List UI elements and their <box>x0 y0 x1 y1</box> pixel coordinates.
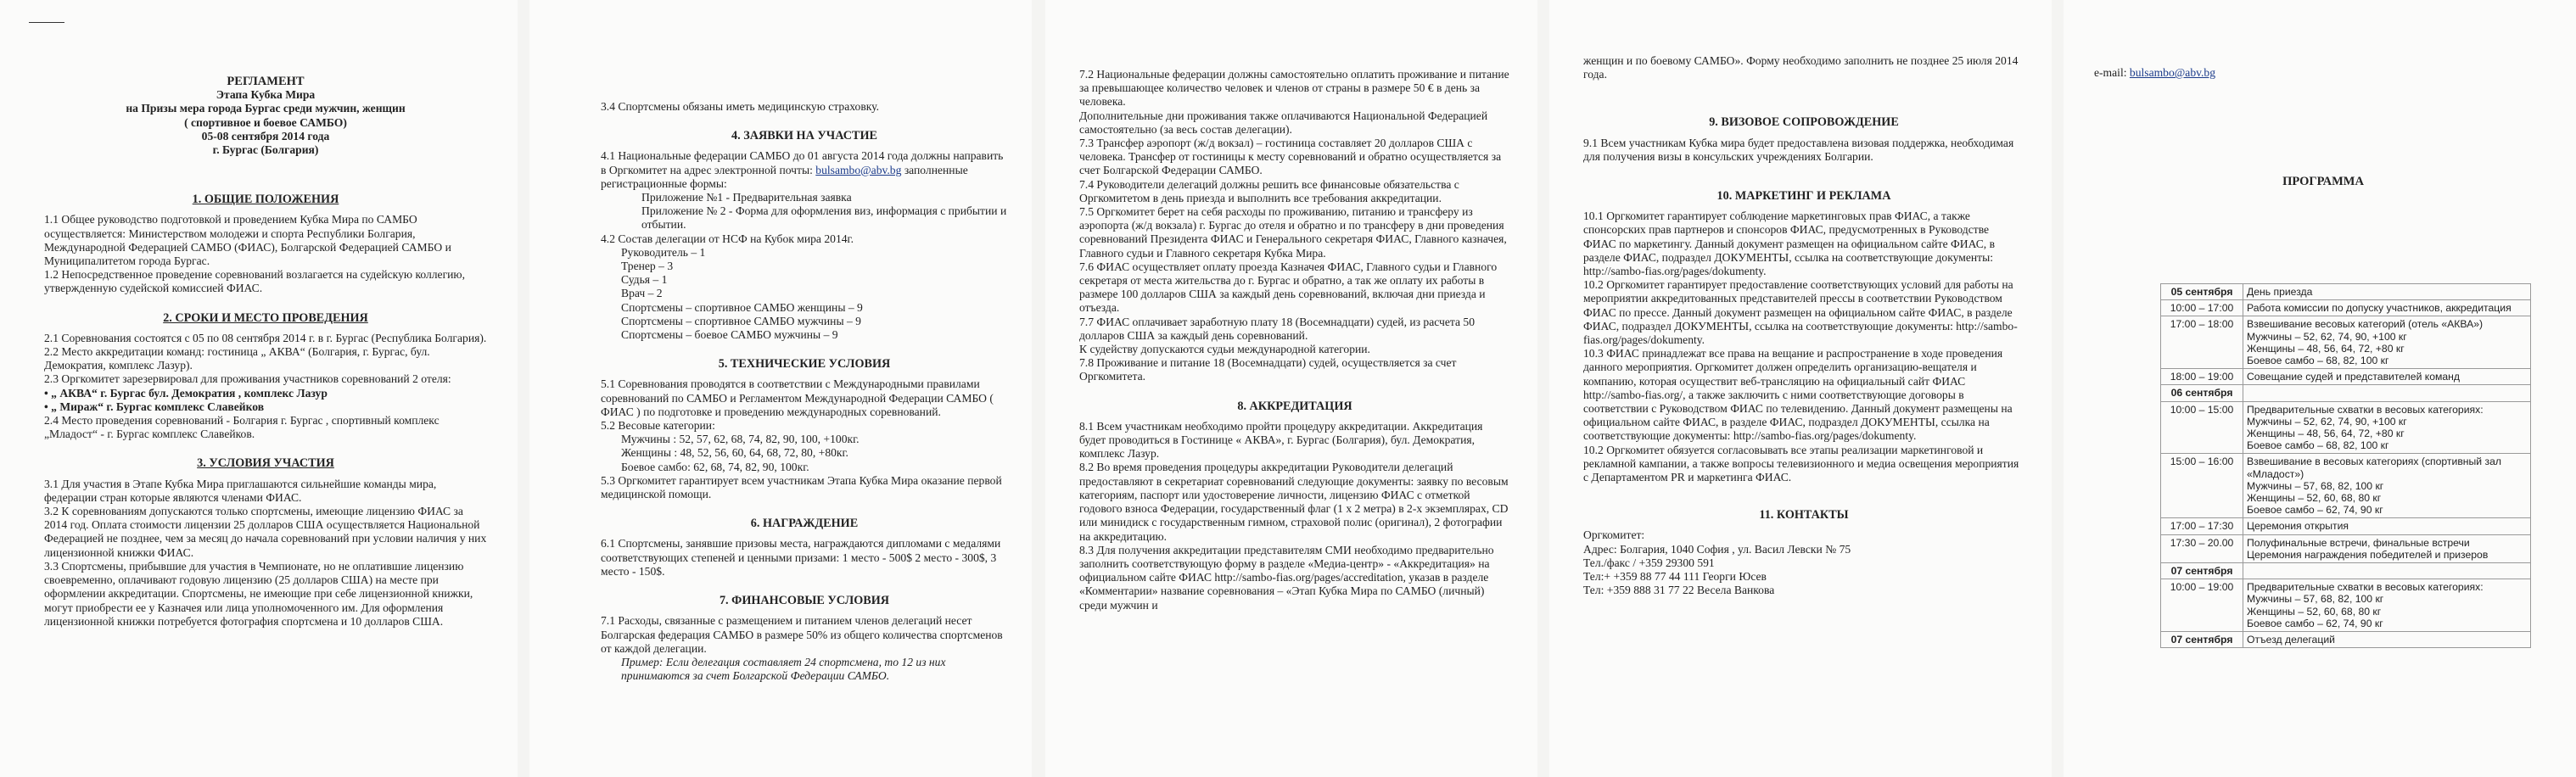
paragraph: 7.5 Оргкомитет берет на себя расходы по проживанию, питанию и трансферу из аэропорта (ж/д вокзала) г. Бургас до отеля и обратно и по трансферу в дни проведения соревнований Президента ФИАС и Генерального секретаря ФИАС, Главного казначея, Главного судьи и Главного секретаря Кубка Мира. <box>1079 205 1507 260</box>
section-heading: 3. УСЛОВИЯ УЧАСТИЯ <box>197 456 334 471</box>
paragraph: 10.3 ФИАС принадлежат все права на вещание и распространение в ходе проведения данного мероприятия. Оргкомитет должен определить организацию-вещателя и компанию, которая осуществит веб-трансляцию на официальный сайт ФИАС http://sambo-fias.org/, а также заключить с ними соответствующие договоры в соответствии с Руководством ФИАС по телевидению. Данный документ размещены на официальном сайте ФИАС, в разделе ФИАС, подраздел ДОКУМЕНТЫ, ссылка на соответствующие документы: http://sambo-fias.org/pages/dokumenty. <box>1583 347 2013 443</box>
weight-item: Боевое самбо: 62, 68, 74, 82, 90, 100кг. <box>621 460 809 473</box>
paragraph-text: заполненные регистрационные формы: <box>601 163 968 190</box>
paragraph: 7.4 Руководители делегаций должны решить все финансовые обязательства с Оргкомитетом в день приезда и выполнить все требования аккредитации. <box>1079 177 1459 204</box>
title-line: г. Бургас (Болгария) <box>212 143 319 157</box>
paragraph: 2.3 Оргкомитет зарезервировал для проживания участников соревнований 2 отеля: <box>44 372 451 386</box>
paragraph: 10.2 Оргкомитет гарантирует предоставление соответствующих условий для работы на мероприятии аккредитованных представителей прессы в соответствии Руководством ФИАС по прессе. Данный документ размещен на официальном сайте ФИАС, в разделе ФИАС, подраздел ДОКУМЕНТЫ, ссылка на соответствующие документы: http://sambo-fias.org/pages/dokumenty. <box>1583 278 2018 347</box>
page-2-column <box>601 100 1008 683</box>
program-row <box>2161 579 2531 632</box>
program-date: 05 сентября <box>2161 284 2243 300</box>
program-activity: Работа комиссии по допуску участников, аккредитация <box>2243 300 2531 316</box>
program-activity: Взвешивание в весовых категориях (спортивный зал «Младост») Мужчины – 57, 68, 82, 100 кг Женщины – 52, 60, 68, 80 кг Боевое самбо – 62, 74, 90 кг <box>2243 454 2531 518</box>
program-time: 18:00 – 19:00 <box>2161 369 2243 385</box>
page-2 <box>529 0 1032 777</box>
section-heading: 10. МАРКЕТИНГ И РЕКЛАМА <box>1716 189 1891 204</box>
paragraph: К судейству допускаются судьи международной категории. <box>1079 343 1370 356</box>
paragraph: 7.3 Трансфер аэропорт (ж/д вокзал) – гостиница составляет 20 долларов США с человека. Трансфер от гостиницы к месту соревнований и обратно осуществляется за счет Болгарской Федерации САМБО. <box>1079 137 1502 177</box>
delegation-item: Тренер – 3 <box>621 260 674 273</box>
program-activity: Предварительные схватки в весовых категориях: Мужчины – 52, 62, 74, 90, +100 кг Женщины – 48, 56, 64, 72, +80 кг Боевое самбо – 68, 82, 100 кг <box>2243 401 2531 454</box>
page-1 <box>0 0 518 777</box>
program-activity <box>2243 385 2531 401</box>
scan-corner-mark <box>29 22 64 23</box>
program-row <box>2161 454 2531 518</box>
paragraph: 8.3 Для получения аккредитации представителям СМИ необходимо предварительно заполнить соответствующую форму в разделе «Медиа-центр» - «Аккредитация» на официальном сайте ФИАС http://sambo-fias.org/pages/accreditation, указав в разделе «Комментарии» название соревнования – «Этап Кубка Мира по САМБО (личный) среди мужчин и <box>1079 543 1494 612</box>
delegation-item: Спортсмены – спортивное САМБО мужчины – 9 <box>621 314 861 327</box>
paragraph: 3.1 Для участия в Этапе Кубка Мира приглашаются сильнейшие команды мира, федерации стран которые являются членами ФИАС. <box>44 477 437 504</box>
program-time: 10:00 – 19:00 <box>2161 579 2243 632</box>
paragraph: 1.1 Общее руководство подготовкой и проведением Кубка Мира по САМБО осуществляется: Министерством молодежи и спорта Республики Болгария, Международной Федерацией САМБО (ФИАС), Болгарской Федерацией САМБО и Муниципалитетом города Бургас. <box>44 213 451 268</box>
program-table-wrap <box>2160 283 2531 648</box>
section-heading: 4. ЗАЯВКИ НА УЧАСТИЕ <box>731 129 877 143</box>
program-activity: Полуфинальные встречи, финальные встречи Церемония награждения победителей и призеров <box>2243 534 2531 562</box>
section-heading: 1. ОБЩИЕ ПОЛОЖЕНИЯ <box>192 193 339 207</box>
program-row <box>2161 300 2531 316</box>
program-activity <box>2243 563 2531 579</box>
document-title <box>44 75 487 157</box>
paragraph: 9.1 Всем участникам Кубка мира будет предоставлена визовая поддержка, необходимая для получения визы в консульских учреждениях Болгарии. <box>1583 136 2014 163</box>
form-item: Приложение № 2 - Форма для оформления виз, информация с прибытии и отбытии. <box>641 204 1007 232</box>
title-line: ( спортивное и боевое САМБО) <box>184 115 347 129</box>
program-table <box>2160 283 2531 648</box>
email-label: e-mail: <box>2094 66 2127 79</box>
program-row <box>2161 369 2531 385</box>
contact-line: Тел:+ +359 88 77 44 111 Георги Юсев <box>1583 570 1767 584</box>
contact-line: Тел./факс / +359 29300 591 <box>1583 556 1715 569</box>
section-heading: 6. НАГРАЖДЕНИЕ <box>750 517 859 531</box>
paragraph: 2.4 Место проведения соревнований - Болгария г. Бургас , спортивный комплекс „Младост“ - г. Бургас комплекс Славейков. <box>44 414 440 441</box>
paragraph: 3.4 Спортсмены обязаны иметь медицинскую страховку. <box>601 100 879 113</box>
section-heading: 5. ТЕХНИЧЕСКИЕ УСЛОВИЯ <box>718 357 891 372</box>
program-activity: Отъезд делегаций <box>2243 632 2531 648</box>
paragraph: 5.1 Соревнования проводятся в соответствии с Международными правилами соревнований по САМБО и Регламентом Международной Федерации САМБО ( ФИАС ) по подготовке и проведению международных соревнований. <box>601 377 994 418</box>
paragraph: 4.2 Состав делегации от НСФ на Кубок мира 2014г. <box>601 232 854 245</box>
title-line: на Призы мера города Бургас среди мужчин, женщин <box>126 102 406 115</box>
program-activity: Церемония открытия <box>2243 518 2531 534</box>
hotel-item: • „ Мираж“ г. Бургас комплекс Славейков <box>44 400 265 413</box>
program-row <box>2161 401 2531 454</box>
program-time: 10:00 – 17:00 <box>2161 300 2243 316</box>
program-activity: Предварительные схватки в весовых категориях: Мужчины – 57, 68, 82, 100 кг Женщины – 52, 60, 68, 80 кг Боевое самбо – 62, 74, 90 кг <box>2243 579 2531 632</box>
contact-line: Тел: +359 888 31 77 22 Весела Ванкова <box>1583 584 1775 597</box>
program-time: 15:00 – 16:00 <box>2161 454 2243 518</box>
page-4 <box>1549 0 2052 777</box>
program-row <box>2161 534 2531 562</box>
paragraph: Дополнительные дни проживания также оплачиваются Национальной Федерацией самостоятельно (за весь состав делегации). <box>1079 109 1488 136</box>
title-line: Этапа Кубка Мира <box>216 88 316 102</box>
program-day-row <box>2161 563 2531 579</box>
paragraph: 7.2 Национальные федерации должны самостоятельно оплатить проживание и питание за превышающее количество человек и членов от страны в размере 50 € в день за человека. <box>1079 68 1509 109</box>
weight-item: Женщины : 48, 52, 56, 60, 64, 68, 72, 80, +80кг. <box>621 446 848 460</box>
paragraph: 3.3 Спортсмены, прибывшие для участия в Чемпионате, но не оплатившие лицензию своевременно, оплачивают годовую лицензию (25 долларов США) на месте при оформлении аккредитации. Спортсмены, не имеющие при себе лицензионной книжки, могут приобрести ее у Казначея или лица уполномоченного им. Для оформления лицензионной книжки потребуется фотография спортсмена и 10 долларов США. <box>44 559 473 628</box>
page-4-column <box>1583 54 2024 598</box>
program-title: ПРОГРАММА <box>2282 175 2364 189</box>
program-date: 06 сентября <box>2161 385 2243 401</box>
paragraph <box>601 149 1008 191</box>
program-row <box>2161 518 2531 534</box>
email-line <box>2094 66 2552 80</box>
program-time: 17:30 – 20.00 <box>2161 534 2243 562</box>
contact-line: Оргкомитет: <box>1583 528 1645 542</box>
weight-item: Мужчины : 52, 57, 62, 68, 74, 82, 90, 100, +100кг. <box>621 433 860 446</box>
program-day-row <box>2161 632 2531 648</box>
program-time: 17:00 – 17:30 <box>2161 518 2243 534</box>
paragraph: 5.3 Оргкомитет гарантирует всем участникам Этапа Кубка Мира оказание первой медицинской помощи. <box>601 473 1002 501</box>
example-note: Пример: Если делегация составляет 24 спортсмена, то 12 из них принимаются за счет Болгарской Федерации САМБО. <box>621 655 946 683</box>
email-link[interactable]: bulsambo@abv.bg <box>815 163 902 176</box>
paragraph-text: 4.1 Национальные федерации САМБО до 01 августа 2014 года должны направить в Оргкомитет на адрес электронной почты: <box>601 149 1004 176</box>
delegation-item: Спортсмены – боевое САМБО мужчины – 9 <box>621 328 838 342</box>
delegation-item: Руководитель – 1 <box>621 245 706 259</box>
paragraph: 6.1 Спортсмены, занявшие призовы места, награждаются дипломами с медалями соответствующих степеней и ценными призами: 1 место - 500$ 2 место - 300$, 3 место - 150$. <box>601 537 1001 578</box>
paragraph: 8.2 Во время проведения процедуры аккредитации Руководители делегаций предоставляют в секретариат соревнований следующие документы: заявку по весовым категориям, паспорт или удостоверение личности, лицензию ФИАС с отметкой годового взноса Федерации, государственный флаг (1 х 2 метра) в 2-х экземплярах, CD или минидиск с государственным гимном, страховой полис (оригинал), 2 фотографии на аккредитацию. <box>1079 461 1509 543</box>
paragraph: 5.2 Весовые категории: <box>601 419 715 433</box>
section-heading: 7. ФИНАНСОВЫЕ УСЛОВИЯ <box>719 594 890 608</box>
section-heading: 2. СРОКИ И МЕСТО ПРОВЕДЕНИЯ <box>163 310 368 325</box>
paragraph: женщин и по боевому САМБО». Форму необходимо заполнить не позднее 25 июля 2014 года. <box>1583 54 2019 81</box>
paragraph: 7.6 ФИАС осуществляет оплату проезда Казначея ФИАС, Главного судьи и Главного секретаря от места жительства до г. Бургас и обратно, а так же оплату их работы в размере 100 долларов США за каждый день соревнований, включая дни приезда и отъезда. <box>1079 260 1498 315</box>
paragraph: 7.7 ФИАС оплачивает заработную плату 18 (Восемнадцати) судей, из расчета 50 долларов США за каждый день соревнований. <box>1079 315 1476 342</box>
page-3 <box>1045 0 1537 777</box>
program-time: 17:00 – 18:00 <box>2161 316 2243 369</box>
section-heading: 8. АККРЕДИТАЦИЯ <box>1237 399 1352 413</box>
title-line: 05-08 сентября 2014 года <box>201 129 330 143</box>
page-5 <box>2064 0 2576 777</box>
paragraph: 1.2 Непосредственное проведение соревнований возлагается на судейскую коллегию, утвержденную судейской комиссией ФИАС. <box>44 268 465 295</box>
page-5-column <box>2094 66 2552 188</box>
paragraph: 2.1 Соревнования состоятся с 05 по 08 сентября 2014 г. в г. Бургас (Республика Болгария). <box>44 331 487 344</box>
program-date: 07 сентября <box>2161 563 2243 579</box>
contact-line: Адрес: Болгария, 1040 София , ул. Васил Левски № 75 <box>1583 542 1851 556</box>
program-time: 10:00 – 15:00 <box>2161 401 2243 454</box>
title-line: РЕГЛАМЕНТ <box>227 75 305 88</box>
hotel-item: • „ АКВА“ г. Бургас бул. Демократия , комплекс Лазур <box>44 386 328 400</box>
section-heading: 11. КОНТАКТЫ <box>1759 508 1849 523</box>
email-link[interactable]: bulsambo@abv.bg <box>2129 66 2216 79</box>
delegation-item: Врач – 2 <box>621 287 663 300</box>
delegation-item: Спортсмены – спортивное САМБО женщины – 9 <box>621 300 863 314</box>
paragraph: 7.8 Проживание и питание 18 (Восемнадцати) судей, осуществляется за счет Оргкомитета. <box>1079 356 1457 383</box>
page-1-column <box>44 75 487 629</box>
paragraph: 7.1 Расходы, связанные с размещением и питанием членов делегаций несет Болгарская федерация САМБО в размере 50% из общего количества спортсменов от каждой делегации. <box>601 614 1003 655</box>
page-3-column <box>1079 68 1510 612</box>
program-date: 07 сентября <box>2161 632 2243 648</box>
paragraph: 2.2 Место аккредитации команд: гостиница „ АКВА“ (Болгария, г. Бургас, бул. Демократия, комплекс Лазур). <box>44 345 430 372</box>
program-row <box>2161 316 2531 369</box>
section-heading: 9. ВИЗОВОЕ СОПРОВОЖДЕНИЕ <box>1709 115 1899 130</box>
program-day-row <box>2161 385 2531 401</box>
paragraph: 10.1 Оргкомитет гарантирует соблюдение маркетинговых прав ФИАС, а также спонсорских прав партнеров и спонсоров ФИАС, предусмотренных в Руководстве ФИАС по маркетингу. Данный документ размещен на официальном сайте ФИАС, в разделе ФИАС, подраздел ДОКУМЕНТЫ, ссылка на соответствующие документы: http://sambo-fias.org/pages/dokumenty. <box>1583 210 1995 278</box>
paragraph: 3.2 К соревнованиям допускаются только спортсмены, имеющие лицензию ФИАС за 2014 год. Оплата стоимости лицензии 25 долларов США осуществляется Национальной Федерацией не позднее, чем за месяц до начала соревнований при условии наличия у них лицензионной книжки ФИАС. <box>44 505 487 559</box>
program-activity: Совещание судей и представителей команд <box>2243 369 2531 385</box>
program-activity: День приезда <box>2243 284 2531 300</box>
program-day-row <box>2161 284 2531 300</box>
program-activity: Взвешивание весовых категорий (отель «АКВА») Мужчины – 52, 62, 74, 90, +100 кг Женщины – 48, 56, 64, 72, +80 кг Боевое самбо – 68, 82, 100 кг <box>2243 316 2531 369</box>
delegation-item: Судья – 1 <box>621 273 668 287</box>
paragraph: 10.2 Оргкомитет обязуется согласовывать все этапы реализации маркетинговой и рекламной кампании, а также вопросы телевизионного и медиа освещения мероприятия с Департаментом PR и маркетинга ФИАС. <box>1583 443 2019 484</box>
paragraph: 8.1 Всем участникам необходимо пройти процедуру аккредитации. Аккредитация будет проводиться в Гостинице « АКВА», г. Бургас (Болгария), бул. Демократия, комплекс Лазур. <box>1079 419 1483 461</box>
form-item: Приложение №1 - Предварительная заявка <box>641 191 852 204</box>
